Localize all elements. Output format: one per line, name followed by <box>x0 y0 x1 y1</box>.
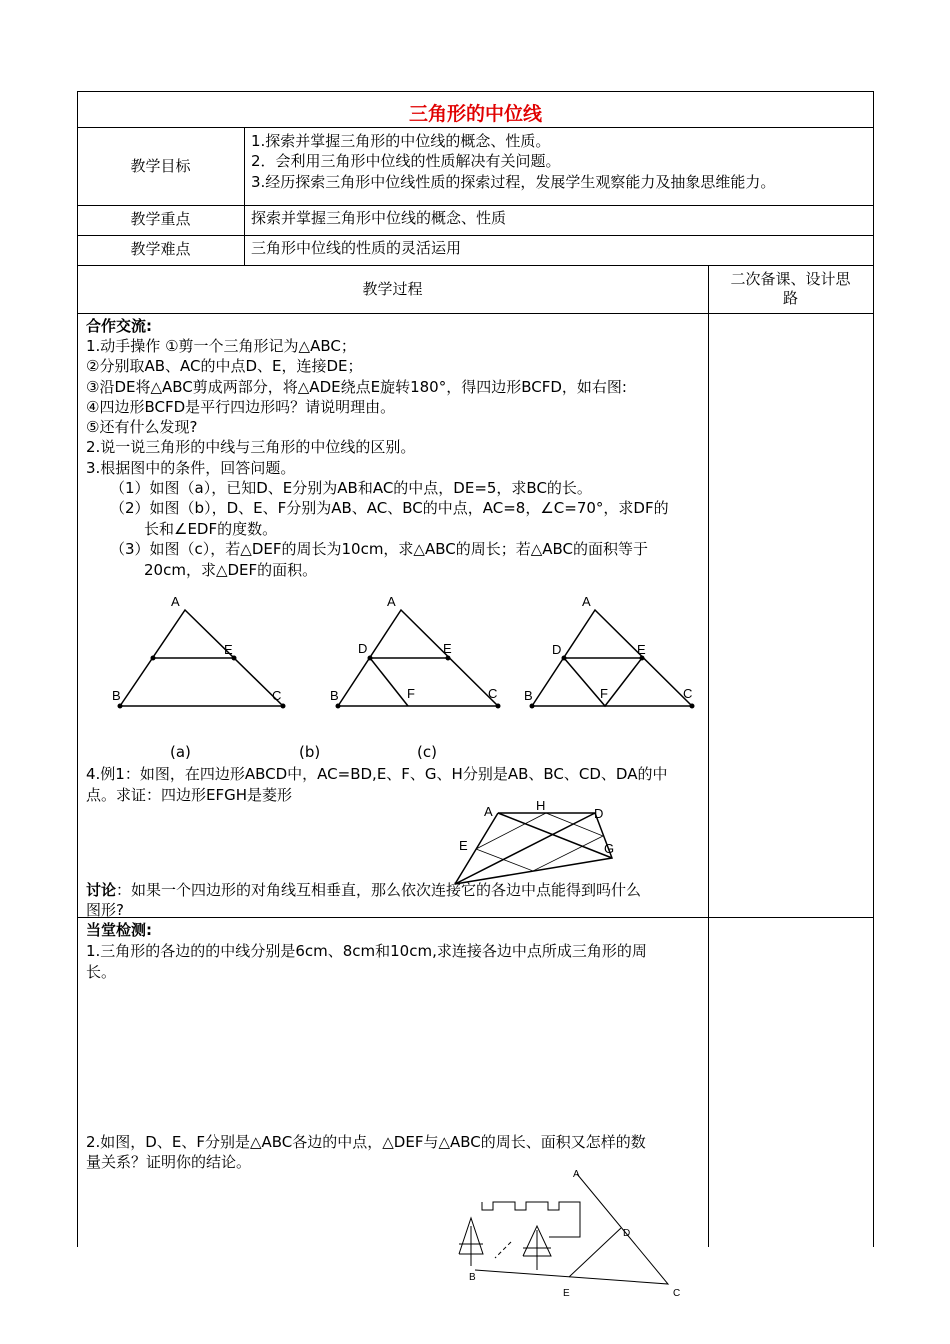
goals-label: 教学目标 <box>130 157 191 175</box>
quad-label-A: A <box>484 804 493 819</box>
point-dot <box>690 704 695 709</box>
coop-line-5: ⑤还有什么发现? <box>86 418 198 436</box>
quad-label-E: E <box>459 838 468 853</box>
label-b-A: A <box>387 594 396 609</box>
point-dot <box>336 704 341 709</box>
goal-2: 2．会利用三角形中位线的性质解决有关问题。 <box>251 152 561 170</box>
question-3a: （3）如图（c），若△DEF的周长为10cm，求△ABC的周长；若△ABC的面积等于 <box>110 540 649 558</box>
table-row-divider <box>77 313 874 314</box>
label-column-divider <box>244 127 245 265</box>
check-heading: 当堂检测: <box>86 921 152 939</box>
coop-line-1: 1.动手操作 ①剪一个三角形记为△ABC； <box>86 337 356 355</box>
example-line-2: 点。求证：四边形EFGH是菱形 <box>86 786 293 804</box>
label-c-F: F <box>600 686 608 701</box>
label-b-B: B <box>330 688 339 703</box>
point-dot <box>562 656 567 661</box>
coop-line-3: ③沿DE将△ABC剪成两部分，将△ADE绕点E旋转180°，得四边形BCFD，如右图: <box>86 378 627 396</box>
label-c-D: D <box>552 642 562 657</box>
label-a-C: C <box>272 688 282 703</box>
table-row-divider <box>77 235 874 236</box>
table-top-border <box>77 91 874 92</box>
side-header-line2: 路 <box>782 289 798 307</box>
key-label: 教学重点 <box>130 210 191 228</box>
coop-line-2: ②分别取AB、AC的中点D、E，连接DE； <box>86 357 363 375</box>
table-row-divider <box>77 205 874 206</box>
bottom-label-B: B <box>469 1272 476 1283</box>
check-problem-2a: 2.如图，D、E、F分别是△ABC各边的中点，△DEF与△ABC的周长、面积又怎样的数 <box>86 1133 646 1151</box>
coop-line-7: 3.根据图中的条件，回答问题。 <box>86 459 296 477</box>
point-dot <box>118 704 123 709</box>
point-dot <box>496 704 501 709</box>
key-text: 探索并掌握三角形中位线的概念、性质 <box>251 209 507 227</box>
goal-3: 3.经历探索三角形中位线性质的探索过程，发展学生观察能力及抽象思维能力。 <box>251 173 776 191</box>
label-c-E: E <box>637 642 646 657</box>
bottom-label-E: E <box>563 1288 570 1299</box>
difficulty-text: 三角形中位线的性质的灵活运用 <box>251 239 462 257</box>
midline-segment <box>569 1228 621 1277</box>
bottom-triangle-figure <box>455 1166 695 1300</box>
figure-label-c: (c) <box>417 743 437 761</box>
difficulty-label: 教学难点 <box>130 240 191 258</box>
triangle-b-midline-df <box>370 658 408 706</box>
check-problem-1b: 长。 <box>86 963 117 981</box>
label-c-A: A <box>582 594 591 609</box>
quadrilateral-figure <box>440 796 630 884</box>
question-2a: （2）如图（b），D、E、F分别为AB、AC、BC的中点，AC=8，∠C=70°，求DF的 <box>110 499 669 517</box>
bottom-label-D: D <box>623 1228 631 1239</box>
question-1: （1）如图（a），已知D、E分别为AB和AC的中点，DE=5，求BC的长。 <box>110 479 592 497</box>
side-header-line1: 二次备课、设计思 <box>730 270 851 288</box>
figure-label-a: (a) <box>170 743 191 761</box>
label-b-D: D <box>358 641 368 656</box>
triangle-figures <box>100 590 710 725</box>
goal-1: 1.探索并掌握三角形的中位线的概念、性质。 <box>251 132 551 150</box>
quad-label-G: G <box>604 841 615 856</box>
label-a-E: E <box>224 642 233 657</box>
label-a-B: B <box>112 688 121 703</box>
cooperation-heading: 合作交流: <box>86 317 152 335</box>
coop-line-6: 2.说一说三角形的中线与三角形的中位线的区别。 <box>86 438 416 456</box>
label-c-C: C <box>683 686 693 701</box>
table-row-divider <box>77 127 874 128</box>
figure-label-b: (b) <box>299 743 321 761</box>
table-right-border <box>873 91 874 1247</box>
discussion-line-2: 图形? <box>86 901 124 919</box>
process-header: 教学过程 <box>362 280 423 298</box>
question-2b: 长和∠EDF的度数。 <box>144 520 278 538</box>
discussion-label: 讨论 <box>86 881 117 899</box>
label-a-A: A <box>171 594 180 609</box>
page-title: 三角形的中位线 <box>408 103 542 125</box>
check-problem-2b: 量关系？证明你的结论。 <box>86 1153 252 1171</box>
label-b-E: E <box>443 641 452 656</box>
big-triangle <box>475 1174 668 1284</box>
question-3b: 20cm，求△DEF的面积。 <box>144 561 318 579</box>
label-c-B: B <box>524 688 533 703</box>
point-dot <box>446 656 451 661</box>
bottom-label-A: A <box>573 1169 580 1180</box>
label-b-F: F <box>407 686 415 701</box>
quad-label-D: D <box>594 806 604 821</box>
point-dot <box>281 704 286 709</box>
point-dot <box>151 656 156 661</box>
table-left-border <box>77 91 78 1247</box>
battlement-shape <box>482 1202 580 1237</box>
table-row-divider <box>77 265 874 266</box>
quad-label-H: H <box>536 798 546 813</box>
side-column-divider <box>708 265 709 1247</box>
point-dot <box>530 704 535 709</box>
label-b-C: C <box>488 686 498 701</box>
table-row-divider <box>77 917 874 918</box>
discussion-text: ：如果一个四边形的对角线互相垂直，那么依次连接它的各边中点能得到吗什么 <box>116 881 642 899</box>
check-problem-1a: 1.三角形的各边的的中线分别是6cm、8cm和10cm,求连接各边中点所成三角形的周 <box>86 942 647 960</box>
discussion-line-1 <box>86 880 641 900</box>
coop-line-4: ④四边形BCFD是平行四边形吗？请说明理由。 <box>86 398 396 416</box>
dashed-segment <box>495 1242 511 1258</box>
example-line-1: 4.例1：如图，在四边形ABCD中，AC=BD,E、F、G、H分别是AB、BC、CD、DA的中 <box>86 765 668 783</box>
point-dot <box>368 656 373 661</box>
bottom-label-C: C <box>673 1288 681 1299</box>
